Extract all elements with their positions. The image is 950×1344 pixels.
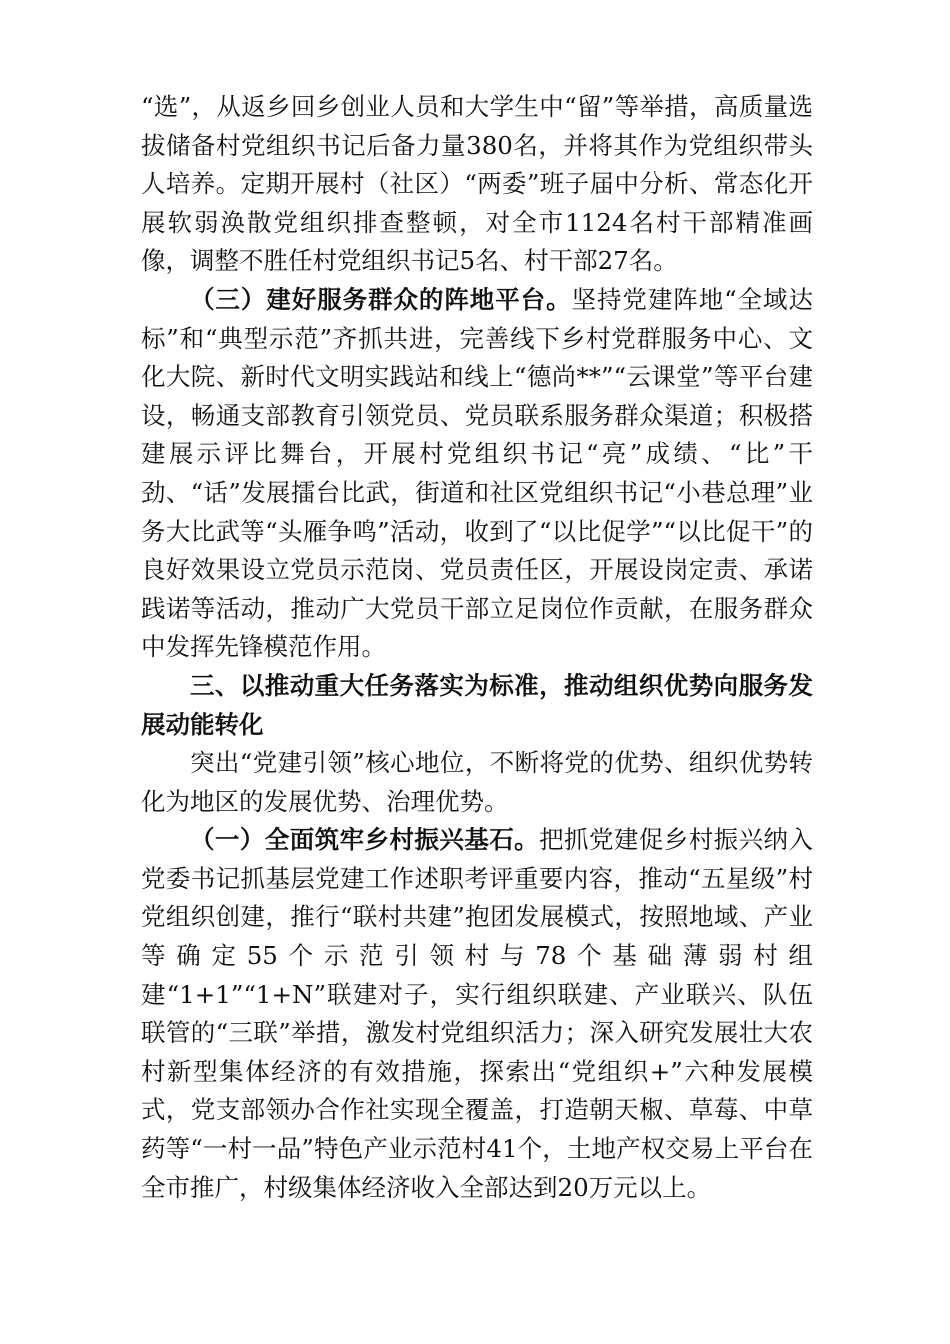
paragraph-text: 突出“党建引领”核心地位，不断将党的优势、组织优势转化为地区的发展优势、治理优势。	[141, 748, 813, 816]
document-body	[141, 88, 813, 1207]
paragraph-text: “选”，从返乡回乡创业人员和大学生中“留”等举措，高质量选拔储备村党组织书记后备力量380名，并将其作为党组织带头人培养。定期开展村（社区）“两委”班子届中分析、常态化开展软弱涣散党组织排查整顿，对全市1124名村干部精准画像，调整不胜任村党组织书记5名、村干部27名。	[141, 92, 813, 276]
paragraph-rural-revitalization	[141, 821, 813, 1207]
paragraph-text: 把抓党建促乡村振兴纳入党委书记抓基层党建工作述职考评重要内容，推动“五星级”村党组织创建，推行“联村共建”抱团发展模式，按照地域、产业等确定55个示范引领村与78个基础薄弱村组建“1+1”“1+N”联建对子，实行组织联建、产业联兴、队伍联管的“三联”举措，激发村党组织活力；深入研究发展壮大农村新型集体经济的有效措施，探索出“党组织+”六种发展模式，党支部领办合作社实现全覆盖，打造朝天椒、草莓、中草药等“一村一品”特色产业示范村41个，土地产权交易上平台在全市推广，村级集体经济收入全部达到20万元以上。	[141, 825, 813, 1202]
subheading-service-platform: （三）建好服务群众的阵地平台。	[190, 284, 572, 314]
paragraph-service-platform	[141, 281, 813, 667]
paragraph-section-intro	[141, 744, 813, 821]
paragraph-text: 坚持党建阵地“全域达标”和“典型示范”齐抓共进，完善线下乡村党群服务中心、文化大院、新时代文明实践站和线上“德尚**”“云课堂”等平台建设，畅通支部教育引领党员、党员联系服务群众渠道；积极搭建展示评比舞台，开展村党组织书记“亮”成绩、“比”干劲、“话”发展擂台比武，街道和社区党组织书记“小巷总理”业务大比武等“头雁争鸣”活动，收到了“以比促学”“以比促干”的良好效果设立党员示范岗、党员责任区，开展设岗定责、承诺践诺等活动，推动广大党员干部立足岗位作贡献，在服务群众中发挥先锋模范作用。	[141, 284, 813, 662]
paragraph-cadre-selection	[141, 88, 813, 281]
subheading-rural-revitalization: （一）全面筑牢乡村振兴基石。	[190, 825, 540, 855]
section-heading-three: 三、以推动重大任务落实为标准，推动组织优势向服务发展动能转化	[141, 670, 813, 739]
